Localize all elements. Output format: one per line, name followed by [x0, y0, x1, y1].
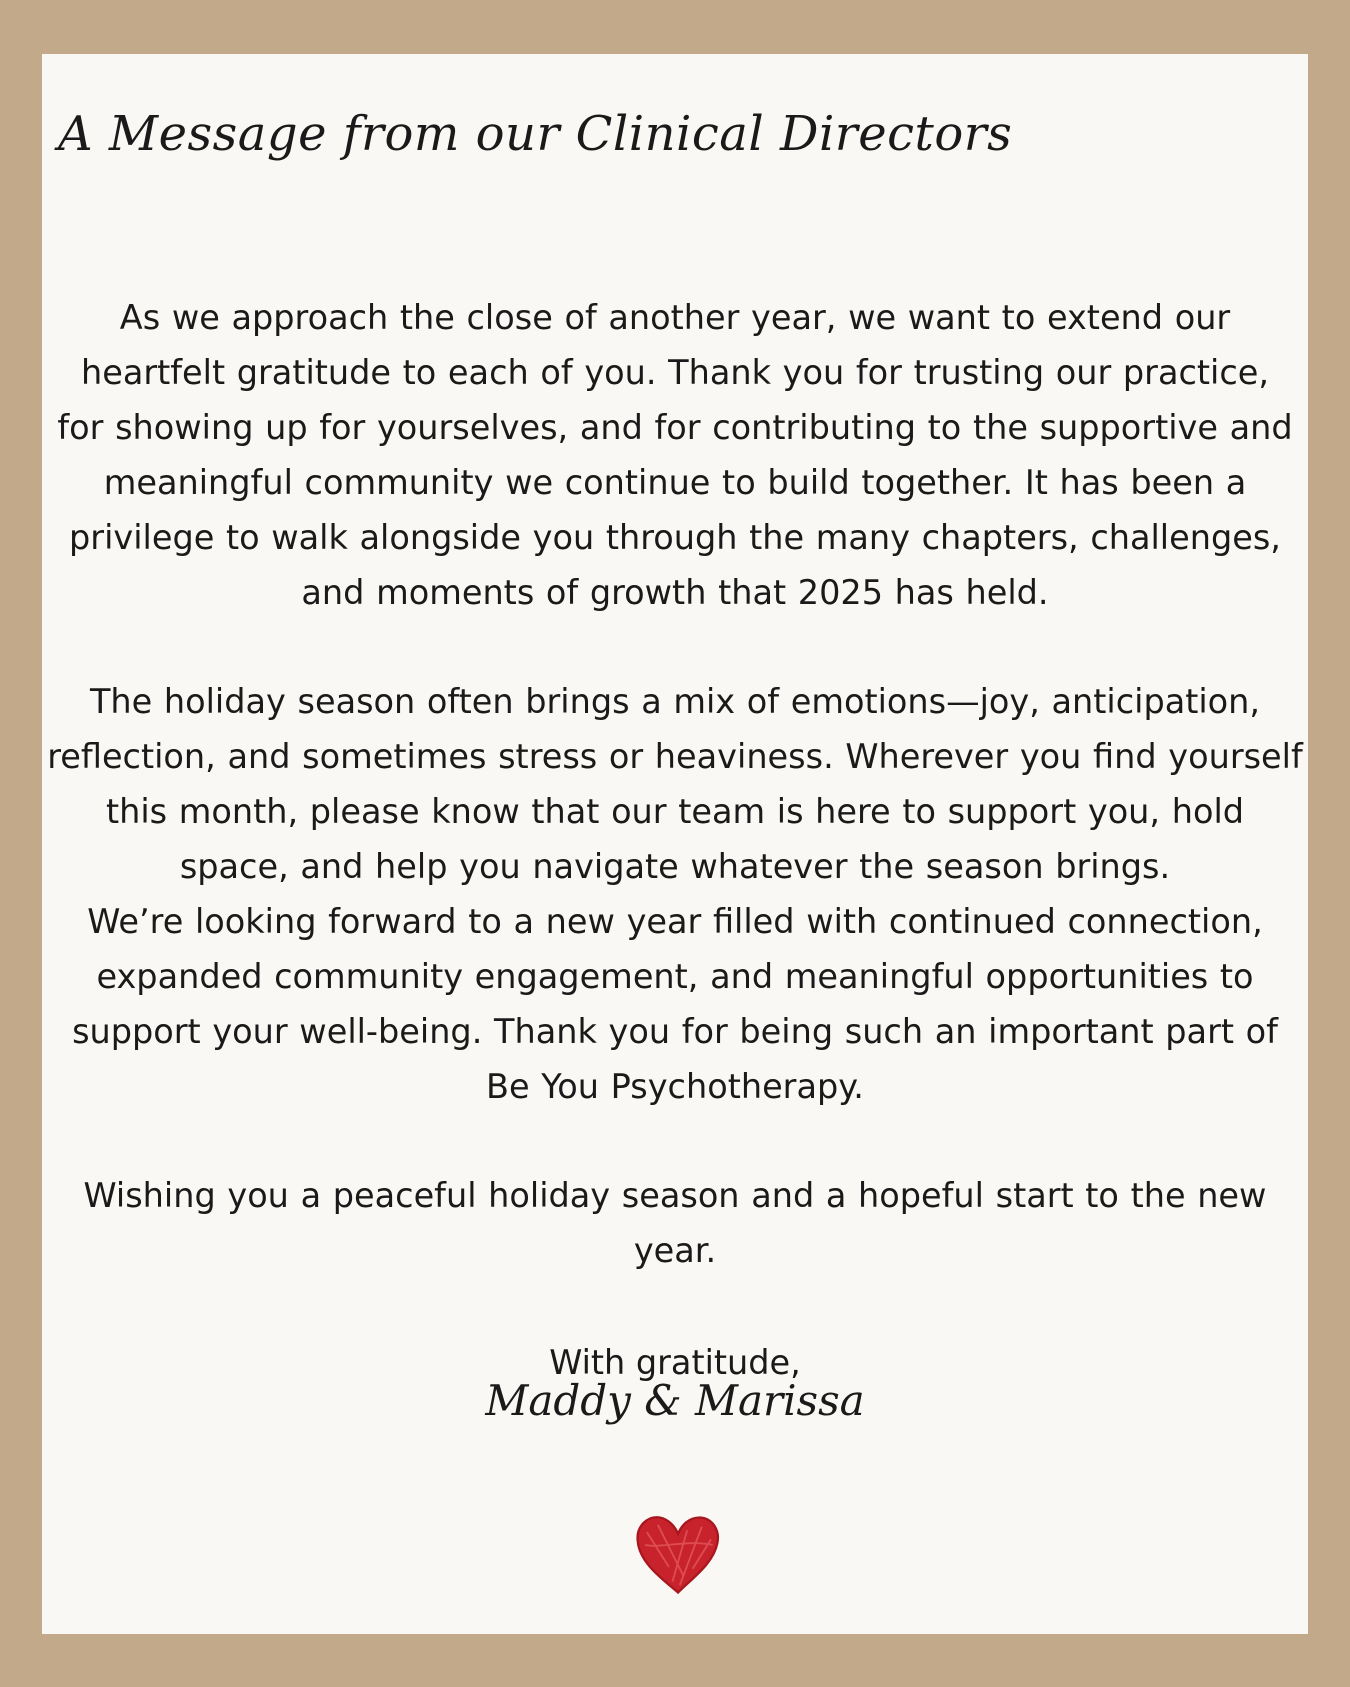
letter-title: A Message from our Clinical Directors	[58, 106, 1013, 162]
paragraph-wishes	[46, 1168, 1304, 1278]
closing-line: With gratitude,	[549, 1343, 801, 1382]
paragraph-line: privilege to walk alongside you through the many chapters, challenges,	[69, 518, 1281, 557]
paragraph-line: year.	[633, 1231, 717, 1270]
paragraph-line: meaningful community we continue to build together. It has been a	[103, 463, 1247, 502]
paragraph-line: heartfelt gratitude to each of you. Thank you for trusting our practice,	[80, 353, 1270, 392]
heart-shape	[638, 1517, 718, 1592]
paragraph-line: this month, please know that our team is here to support you, hold	[105, 792, 1245, 831]
paragraph-line: space, and help you navigate whatever the season brings.	[179, 847, 1171, 886]
signature: Maddy & Marissa	[485, 1376, 865, 1425]
paragraph-line: Wishing you a peaceful holiday season and a hopeful start to the new	[83, 1176, 1267, 1215]
paragraph-line: and moments of growth that 2025 has held.	[301, 573, 1049, 612]
paragraph-line: As we approach the close of another year, we want to extend our	[119, 298, 1231, 337]
heart-icon	[632, 1512, 724, 1598]
paragraph-line: for showing up for yourselves, and for contributing to the supportive and	[57, 408, 1293, 447]
paragraph-gratitude	[46, 290, 1304, 620]
paragraph-line: The holiday season often brings a mix of emotions—joy, anticipation,	[89, 682, 1261, 721]
paragraph-holiday-season	[46, 674, 1304, 1114]
paragraph-line: We’re looking forward to a new year filled with continued connection,	[87, 902, 1263, 941]
paragraph-line: reflection, and sometimes stress or heaviness. Wherever you find yourself	[47, 737, 1303, 776]
paragraph-line: Be You Psychotherapy.	[486, 1067, 864, 1106]
paragraph-line: support your well-being. Thank you for being such an important part of	[72, 1012, 1278, 1051]
paragraph-line: expanded community engagement, and meaningful opportunities to	[96, 957, 1254, 996]
